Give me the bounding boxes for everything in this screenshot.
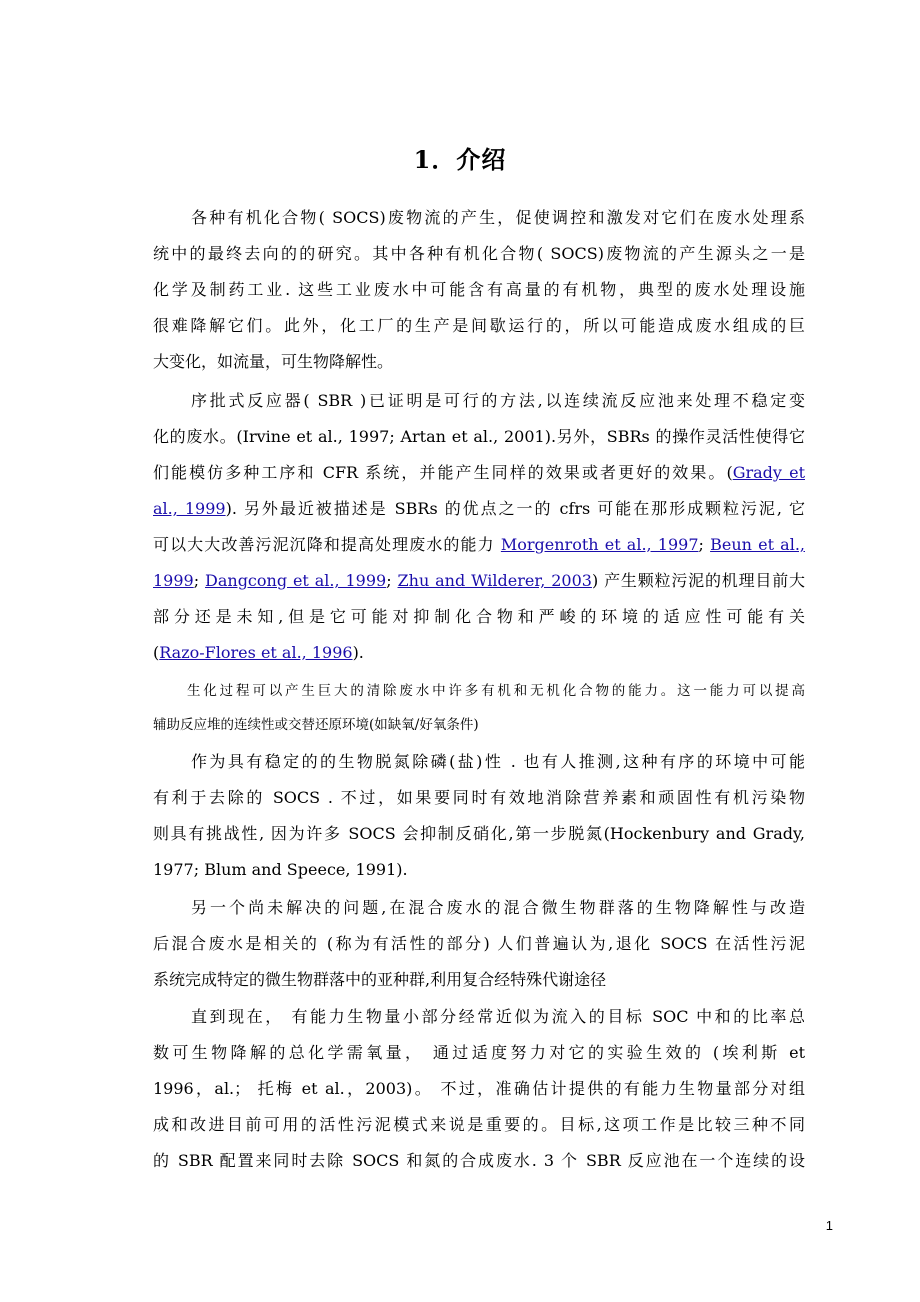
text-fragment: ). 另外最近被描述是 SBRs 的优点之一的 cfrs 可能在那形成颗粒污泥, 它 [225,499,805,518]
text-line: 统中的最终去向的的研究。其中各种有机化合物( SOCS)废物流的产生源头之一是 [153,244,805,263]
text-line: 1977; Blum and Speece, 1991). [153,860,408,879]
text-fragment: ; [386,571,398,590]
text-line [153,527,805,563]
text-line: 化的废水。(Irvine et al., 1997; Artan et al., 2001).另外，SBRs 的操作灵活性使得它 [153,427,805,446]
text-line: 部分还是未知,但是它可能对抑制化合物和严峻的环境的适应性可能有关 [153,607,805,626]
text-line: 辅助反应堆的连续性或交替还原环境(如缺氧/好氧条件) [153,717,479,733]
text-line [153,491,805,527]
text-fragment: ; [193,571,206,590]
citation-link[interactable]: Zhu and Wilderer, 2003 [397,571,592,590]
citation-link[interactable]: Razo-Flores et al., 1996 [159,643,353,662]
text-fragment: ; [698,535,711,554]
text-line: 的 SBR 配置来同时去除 SOCS 和氮的合成废水. 3 个 SBR 反应池在一个连续的设 [153,1151,805,1170]
section-title: 1．介绍 [413,145,507,174]
text-line: 有利于去除的 SOCS . 不过，如果要同时有效地消除营养素和顽固性有机污染物 [153,788,805,807]
text-fragment: 们能模仿多种工序和 CFR 系统，并能产生同样的效果或者更好的效果。( [153,463,733,482]
citation-link[interactable]: al., 1999 [153,499,226,518]
paragraph-nutrient-removal [153,744,805,888]
text-line: 数可生物降解的总化学需氧量， 通过适度努力对它的实验生效的 (埃利斯 et [153,1043,805,1062]
text-line: 系统完成特定的微生物群落中的亚种群,利用复合经特殊代谢途径 [153,970,607,989]
text-line: 各种有机化合物( SOCS)废物流的产生，促使调控和激发对它们在废水处理系 [191,208,805,227]
text-line: 生化过程可以产生巨大的清除废水中许多有机和无机化合物的能力。这一能力可以提高 [187,683,805,699]
citation-link[interactable]: 1999 [153,571,194,590]
paragraph-sbr [153,383,805,671]
text-fragment: 可以大大改善污泥沉降和提高处理废水的能力 [153,535,501,554]
paragraph-competent-biomass [153,999,805,1179]
text-line: 后混合废水是相关的 (称为有活性的部分) 人们普遍认为,退化 SOCS 在活性污泥 [153,934,805,953]
citation-link[interactable]: Dangcong et al., 1999 [205,571,387,590]
text-line: 序批式反应器( SBR )已证明是可行的方法,以连续流反应池来处理不稳定变 [191,391,805,410]
text-fragment: ). [352,643,364,662]
text-line: 直到现在， 有能力生物量小部分经常近似为流入的目标 SOC 中和的比率总 [191,1007,805,1026]
text-line: 很难降解它们。此外，化工厂的生产是间歇运行的，所以可能造成废水组成的巨 [153,316,805,335]
text-line: 化学及制药工业. 这些工业废水中可能含有高量的有机物，典型的废水处理设施 [153,280,805,299]
text-line: 作为具有稳定的的生物脱氮除磷(盐)性 . 也有人推测,这种有序的环境中可能 [191,752,805,771]
text-fragment: ) 产生颗粒污泥的机理目前大 [591,571,806,590]
citation-link[interactable]: Morgenroth et al., 1997 [500,535,699,554]
text-line: 大变化，如流量，可生物降解性。 [153,352,394,371]
text-line: 另一个尚未解决的问题,在混合废水的混合微生物群落的生物降解性与改造 [191,898,805,917]
text-line [153,455,805,491]
text-line: 则具有挑战性, 因为许多 SOCS 会抑制反硝化,第一步脱氮(Hockenbury and Grady, [153,824,805,843]
citation-link[interactable]: Grady et [732,463,805,482]
paragraph-unresolved-problem [153,890,805,998]
text-line: 1996，al.； 托梅 et al.，2003)。 不过，准确估计提供的有能力生物量部分对组 [153,1079,805,1098]
paragraph-biochemical [153,674,805,742]
text-fragment: ( [153,643,160,662]
citation-link[interactable]: Beun et al., [710,535,805,554]
page-number: 1 [825,1218,833,1233]
text-line [153,635,805,671]
text-line [153,563,805,599]
paragraph-intro [153,200,805,380]
text-line: 成和改进目前可用的活性污泥模式来说是重要的。目标,这项工作是比较三种不同 [153,1115,805,1134]
